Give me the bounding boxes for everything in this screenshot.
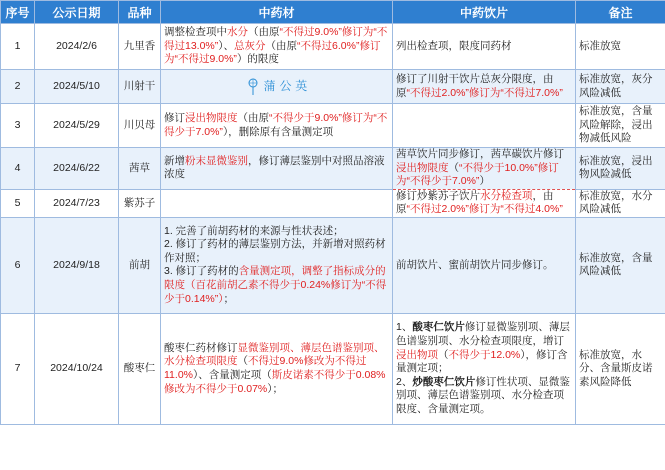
highlight-text: 浸出物限度 (185, 111, 238, 124)
cell-note: 标准放宽，含量风险减低 (576, 217, 665, 313)
text-segment: （ (237, 355, 248, 368)
highlight-text: “不得少于10.0%”修订为“不得少于7.0%” (396, 161, 559, 188)
highlight-text: 含量测定项，调整了指标成分的限度（百花前胡乙素不得少于0.24%修订为“不得少于0.14%”） (164, 265, 387, 305)
table-row (1, 70, 665, 104)
cell-variety: 茜草 (119, 148, 161, 190)
highlight-text: 斯皮诺素不得少于0.08%修改为不得少于0.07% (164, 368, 386, 395)
cell-date: 2024/6/22 (35, 148, 119, 190)
cell-variety: 前胡 (119, 217, 161, 313)
cell-note: 标准放宽 (576, 24, 665, 70)
text-segment: 修订性状项、显微鉴别项、薄层色谱鉴别项、水分检查项限度、含量测定项。 (396, 375, 570, 415)
text-segment: 修订了川射干饮片总灰分限度，由原 (396, 72, 554, 99)
cell-seq: 4 (1, 148, 35, 190)
table-row (1, 217, 665, 313)
text-segment: （由原 (265, 39, 298, 52)
text-segment: ）； (267, 382, 284, 395)
cell-piece (393, 70, 576, 104)
text-segment: 调整检查项中 (164, 26, 227, 39)
highlight-text: 水分 (227, 26, 248, 39)
text-segment: （由原 (237, 111, 269, 124)
table-row (1, 104, 665, 148)
cell-date: 2024/5/29 (35, 104, 119, 148)
highlight-text: “不得过9.0%”修订为“不得过13.0%” (164, 26, 388, 52)
text-segment: ，修订薄层鉴别中对照品溶液浓度 (164, 154, 385, 181)
text-segment: ） (479, 175, 490, 188)
table-row (1, 24, 665, 70)
cell-herb (161, 217, 393, 313)
cell-seq: 5 (1, 189, 35, 217)
highlight-text: 粉末显微鉴别 (185, 154, 248, 167)
cell-piece (393, 217, 576, 313)
text-segment: 新增 (164, 154, 185, 167)
text-segment: （ (448, 161, 459, 174)
cell-variety: 九里香 (119, 24, 161, 70)
dandelion-logo (164, 78, 389, 96)
text-segment: 列出检查项，限度同药材 (396, 39, 512, 52)
cell-piece (393, 148, 576, 190)
header-seq: 序号 (1, 1, 35, 24)
cell-date: 2024/5/10 (35, 70, 119, 104)
cell-note: 标准放宽，水分风险减低 (576, 189, 665, 217)
text-segment: （由原 (248, 26, 280, 39)
dandelion-icon (246, 78, 260, 96)
highlight-text: 不得少于12.0% (448, 348, 521, 361)
header-herb: 中药材 (161, 1, 393, 24)
cell-note: 标准放宽，浸出物风险减低 (576, 148, 665, 190)
header-note: 备注 (576, 1, 665, 24)
cell-herb (161, 313, 393, 424)
cell-variety: 酸枣仁 (119, 313, 161, 424)
logo-text: 蒲 公 英 (263, 78, 308, 93)
cell-herb (161, 104, 393, 148)
cell-seq: 1 (1, 24, 35, 70)
text-segment: ），删除原有含量测定项 (222, 125, 334, 138)
text-segment: 3. 修订了药材的 (164, 265, 239, 278)
cell-seq: 6 (1, 217, 35, 313)
highlight-text: 显微鉴别项、薄层色谱鉴别项、水分检查项限度 (164, 341, 385, 368)
header-date: 公示日期 (35, 1, 119, 24)
cell-herb (161, 148, 393, 190)
table-row (1, 189, 665, 217)
cell-date: 2024/2/6 (35, 24, 119, 70)
text-segment: 酸枣仁药材修订 (164, 341, 238, 354)
cell-variety: 川射干 (119, 70, 161, 104)
text-segment: ）、 (218, 39, 235, 52)
cell-date: 2024/7/23 (35, 189, 119, 217)
cell-piece (393, 313, 576, 424)
cell-piece (393, 24, 576, 70)
cell-piece (393, 189, 576, 217)
cell-date: 2024/10/24 (35, 313, 119, 424)
text-segment: ，由原 (396, 189, 554, 216)
header-row (1, 1, 665, 24)
cell-herb (161, 70, 393, 104)
text-segment: 2. 修订了药材的薄层鉴别方法，并新增对照药材作对照； (164, 238, 386, 264)
text-segment: （ (438, 348, 449, 361)
text-segment: 1. 完善了前胡药材的来源与性状表述； (164, 224, 344, 237)
highlight-text: 不得过9.0%修改为不得过11.0% (164, 355, 367, 381)
highlight-text: “不得过2.0%”修订为“不得过7.0%” (406, 86, 563, 99)
text-segment: 酸枣仁饮片 (412, 321, 465, 334)
table-row (1, 148, 665, 190)
text-segment: 炒酸枣仁饮片 (412, 375, 476, 388)
cell-note: 标准放宽，含量风险解除，浸出物减低风险 (576, 104, 665, 148)
text-segment: 修订显微鉴别项、薄层色谱鉴别项、水分检查项限度，增订 (396, 321, 570, 347)
text-segment: 2、 (396, 375, 413, 388)
cell-variety: 紫苏子 (119, 189, 161, 217)
header-piece: 中药饮片 (393, 1, 576, 24)
highlight-text: 总灰分 (234, 39, 266, 52)
table-row (1, 313, 665, 424)
text-segment: 修订炒紫苏子饮片 (396, 189, 480, 202)
cell-note: 标准放宽，灰分风险减低 (576, 70, 665, 104)
text-segment: ），修订含量测定项； (396, 348, 568, 375)
cell-herb (161, 24, 393, 70)
cell-seq: 7 (1, 313, 35, 424)
cell-seq: 2 (1, 70, 35, 104)
text-segment: ）、含量测定项（ (193, 368, 272, 381)
cell-herb (161, 189, 393, 217)
text-segment: 前胡饮片、蜜前胡饮片同步修订。 (396, 258, 554, 271)
text-segment: ）的限度 (236, 53, 279, 66)
cell-seq: 3 (1, 104, 35, 148)
highlight-text: “不得过6.0%”修订为“不得过9.0%” (164, 39, 381, 66)
cell-variety: 川贝母 (119, 104, 161, 148)
text-segment: 修订 (164, 111, 185, 124)
cell-note: 标准放宽，水分、含量斯皮诺素风险降低 (576, 313, 665, 424)
cell-piece (393, 104, 576, 148)
highlight-text: 浸出物项 (396, 348, 438, 361)
highlight-text: 水分检查项 (480, 189, 533, 202)
highlight-text: 浸出物限度 (396, 161, 449, 174)
highlight-text: “不得少于9.0%”修订为“不得少于7.0%” (164, 111, 388, 138)
text-segment: 茜草饮片同步修订，茜草碳饮片修订 (396, 148, 564, 160)
highlight-text: “不得过2.0%”修订为“不得过4.0%” (406, 203, 563, 216)
text-segment: ； (223, 292, 235, 305)
header-variety: 品种 (119, 1, 161, 24)
cell-date: 2024/9/18 (35, 217, 119, 313)
text-segment: 1、 (396, 321, 413, 334)
